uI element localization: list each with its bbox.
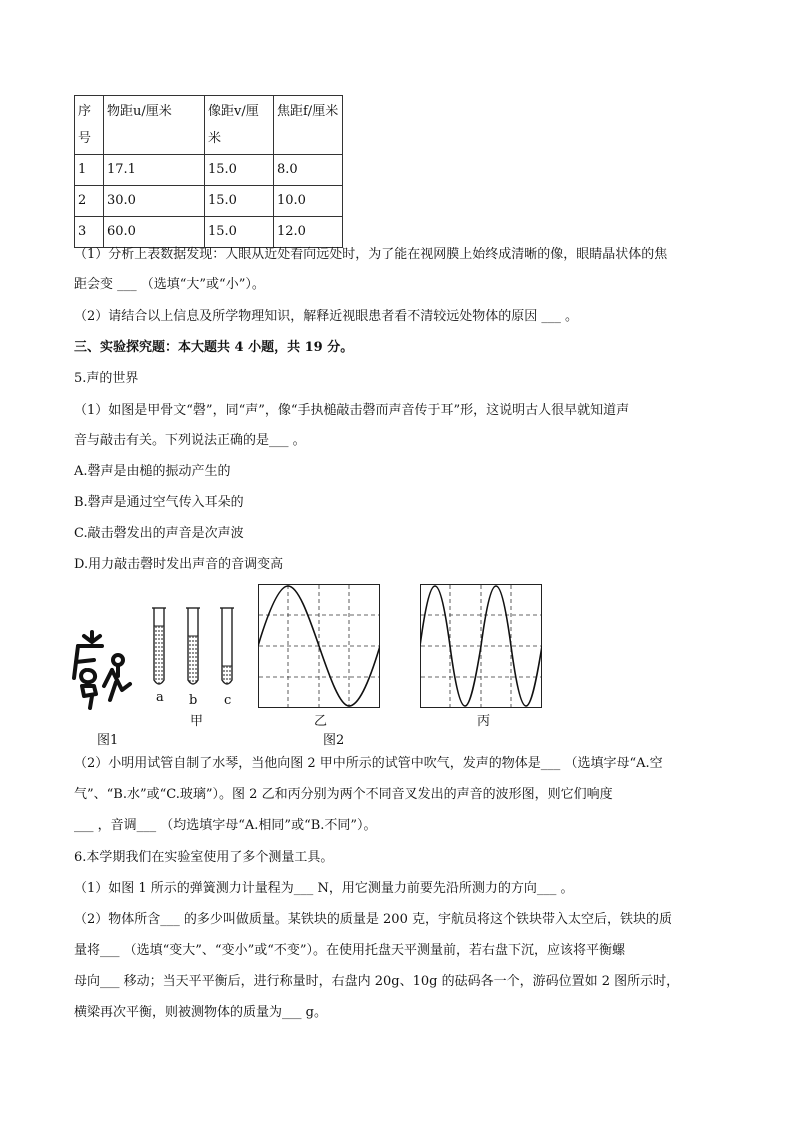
tube-a-label: a [156,690,164,705]
section-heading: 三、实验探究题：本大题共 4 小题，共 19 分。 [74,340,354,355]
figure-2-caption: 图2 [323,733,345,748]
table-row [75,186,343,217]
yi-label: 乙 [314,714,328,729]
q5-part1-line1: （1）如图是甲骨文“磬”，同“声”，像“手执槌敲击磬而声音传于耳”形，这说明古人很早就知道声 [74,403,630,418]
data-table [74,95,343,248]
figure-1-caption: 图1 [97,733,119,748]
q5-part2-line2: 气”、“B.水”或“C.玻璃”）。图 2 乙和丙分别为两个不同音叉发出的声音的波形图，则它们响度 [74,787,613,802]
table-cell: 12.0 [274,217,343,248]
table-cell: 60.0 [104,217,205,248]
table-cell: 17.1 [104,155,205,186]
q6-part2-line3: 母向___ 移动；当天平平衡后，进行称量时，右盘内 20g、10g 的砝码各一个，游码位置如 2 图所示时， [74,974,680,989]
oracle-bone-character-figure [70,630,140,720]
table-cell: 10.0 [274,186,343,217]
q4-part1-line1: （1）分析上表数据发现：人眼从近处看向远处时，为了能在视网膜上始终成清晰的像，眼睛晶状体的焦 [74,247,668,262]
waveform-yi-figure [258,584,380,708]
q5-option-c: C.敲击磬发出的声音是次声波 [74,526,244,541]
tube-b-label: b [189,693,198,708]
q5-option-a: A.磬声是由槌的振动产生的 [74,464,231,479]
q4-part1-line2: 距会变 ___ （选填“大”或“小”）。 [74,277,265,292]
table-cell: 15.0 [205,155,274,186]
jia-label: 甲 [190,714,204,729]
tube-c-label: c [224,693,232,708]
table-cell: 30.0 [104,186,205,217]
q5-part1-line2: 音与敲击有关。下列说法正确的是___ 。 [74,433,306,448]
test-tubes-figure [146,604,246,704]
q6-part1: （1）如图 1 所示的弹簧测力计量程为___ N，用它测量力前要先沿所测力的方向___ 。 [74,881,574,896]
table-cell: 2 [75,186,104,217]
q6-part2-line1: （2）物体所含___ 的多少叫做质量。某铁块的质量是 200 克，宇航员将这个铁块带入太空后，铁块的质 [74,912,672,927]
table-row [75,155,343,186]
q4-part2: （2）请结合以上信息及所学物理知识，解释近视眼患者看不清较远处物体的原因 ___ 。 [74,309,579,324]
table-cell: 15.0 [205,217,274,248]
table-header-cell: 像距v/厘米 [205,96,274,155]
table-row [75,217,343,248]
table-cell: 3 [75,217,104,248]
q5-part2-line1: （2）小明用试管自制了水琴，当他向图 2 甲中所示的试管中吹气，发声的物体是___ （选填字母“A.空 [74,756,663,771]
q5-option-d: D.用力敲击磬时发出声音的音调变高 [74,557,284,572]
q5-option-b: B.磬声是通过空气传入耳朵的 [74,495,244,510]
bing-label: 丙 [477,714,491,729]
table-cell: 8.0 [274,155,343,186]
q6-part2-line4: 横梁再次平衡，则被测物体的质量为___ g。 [74,1005,327,1020]
table-header-cell: 焦距f/厘米 [274,96,343,155]
q5-title: 5.声的世界 [74,371,139,386]
table-header-row [75,96,343,155]
q6-part2-line2: 量将___ （选填“变大”、“变小”或“不变”）。在使用托盘天平测量前，若右盘下沉，应该将平衡螺 [74,943,626,958]
table-cell: 15.0 [205,186,274,217]
table-header-cell: 物距u/厘米 [104,96,205,155]
waveform-bing-figure [420,584,542,708]
q6-title: 6.本学期我们在实验室使用了多个测量工具。 [74,850,334,865]
table-header-cell: 序号 [75,96,104,155]
q5-part2-line3: ___ ，音调___ （均选填字母“A.相同”或“B.不同”）。 [74,818,377,833]
table-cell: 1 [75,155,104,186]
